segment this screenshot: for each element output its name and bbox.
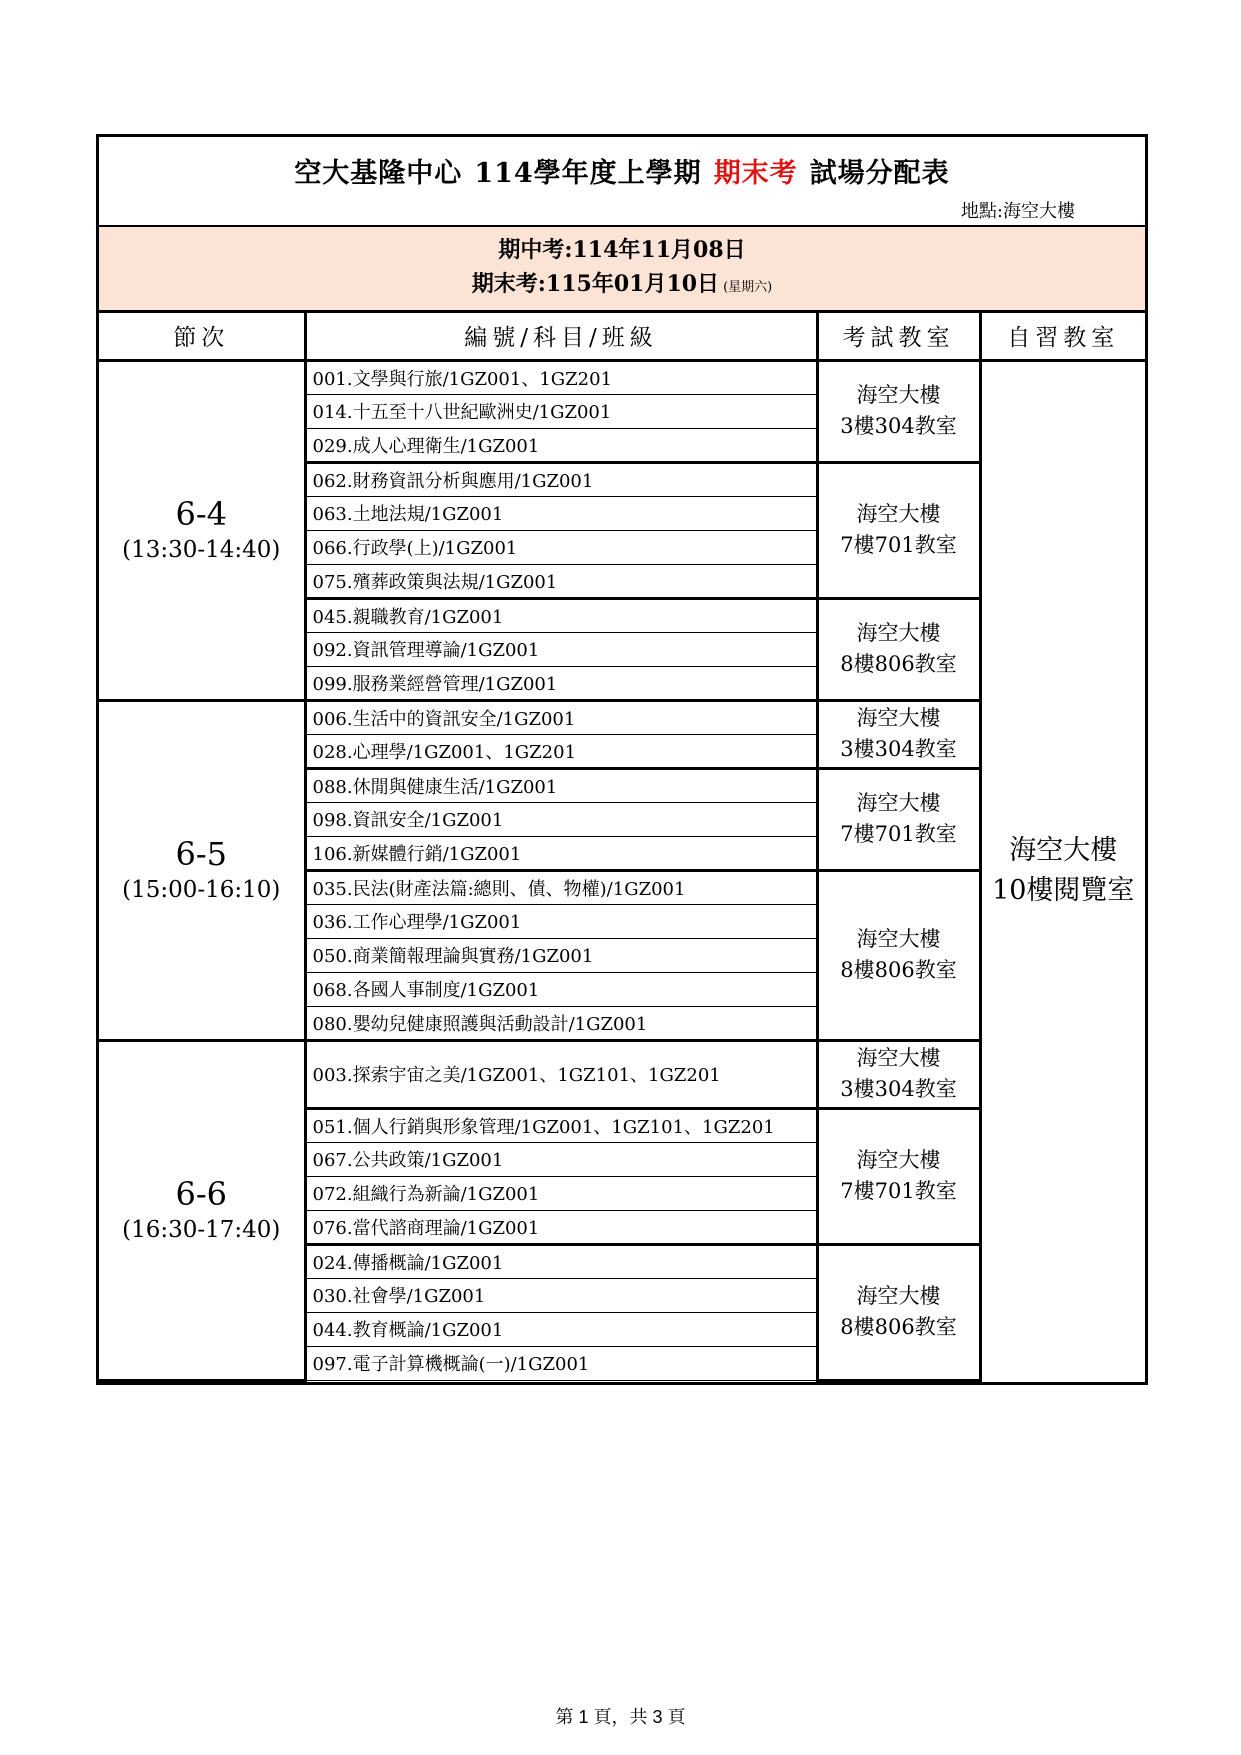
period-cell xyxy=(99,360,305,700)
exam-room-cell xyxy=(817,1040,980,1108)
course-cell: 067.公共政策/1GZ001 xyxy=(305,1142,817,1176)
course-cell: 014.十五至十八世紀歐洲史/1GZ001 xyxy=(305,394,817,428)
midterm-date: 期中考:114年11月08日 xyxy=(498,237,746,263)
course-cell: 030.社會學/1GZ001 xyxy=(305,1278,817,1312)
course-cell: 028.心理學/1GZ001、1GZ201 xyxy=(305,734,817,768)
course-cell: 035.民法(財產法篇:總則、債、物權)/1GZ001 xyxy=(305,870,817,904)
exam-location: 地點:海空大樓 xyxy=(960,201,1075,222)
exam-room-cell xyxy=(817,700,980,768)
course-cell: 063.土地法規/1GZ001 xyxy=(305,496,817,530)
course-cell: 088.休閒與健康生活/1GZ001 xyxy=(305,768,817,802)
exam-room-cell xyxy=(817,598,980,700)
exam-room-building: 海空大樓 xyxy=(856,621,941,645)
table-header-row xyxy=(99,313,1145,360)
final-date: 期末考:115年01月10日 xyxy=(471,271,720,297)
course-cell: 097.電子計算機概論(一)/1GZ001 xyxy=(305,1346,817,1380)
exam-room-building: 海空大樓 xyxy=(856,927,941,951)
page-footer: 第 1 頁，共 3 頁 xyxy=(555,1707,686,1727)
course-cell: 029.成人心理衛生/1GZ001 xyxy=(305,428,817,462)
exam-room-number: 7樓701教室 xyxy=(840,1179,957,1203)
exam-room-building: 海空大樓 xyxy=(856,383,941,407)
course-cell: 062.財務資訊分析與應用/1GZ001 xyxy=(305,462,817,496)
exam-room-building: 海空大樓 xyxy=(856,706,941,730)
period-code: 6-4 xyxy=(175,495,228,533)
column-header-period: 節次 xyxy=(99,313,305,360)
course-cell: 051.個人行銷與形象管理/1GZ001、1GZ101、1GZ201 xyxy=(305,1108,817,1142)
exam-room-building: 海空大樓 xyxy=(856,1284,941,1308)
document-title xyxy=(99,151,1145,190)
course-cell: 066.行政學(上)/1GZ001 xyxy=(305,530,817,564)
exam-room-number: 8樓806教室 xyxy=(840,1315,957,1339)
period-time: (15:00-16:10) xyxy=(122,877,281,903)
course-cell: 045.親職教育/1GZ001 xyxy=(305,598,817,632)
course-cell: 036.工作心理學/1GZ001 xyxy=(305,904,817,938)
study-room-cell xyxy=(980,360,1145,1380)
exam-room-number: 8樓806教室 xyxy=(840,652,957,676)
exam-room-cell xyxy=(817,1108,980,1244)
exam-room-building: 海空大樓 xyxy=(856,502,941,526)
table-row xyxy=(99,360,1145,394)
exam-room-number: 7樓701教室 xyxy=(840,533,957,557)
course-cell: 092.資訊管理導論/1GZ001 xyxy=(305,632,817,666)
title-suffix: 試場分配表 xyxy=(809,158,950,189)
column-header-study-room: 自習教室 xyxy=(980,313,1145,360)
exam-room-number: 7樓701教室 xyxy=(840,822,957,846)
exam-room-building: 海空大樓 xyxy=(856,791,941,815)
course-cell: 006.生活中的資訊安全/1GZ001 xyxy=(305,700,817,734)
period-time: (13:30-14:40) xyxy=(122,537,281,563)
course-cell: 080.嬰幼兒健康照護與活動設計/1GZ001 xyxy=(305,1006,817,1040)
exam-room-number: 3樓304教室 xyxy=(840,414,957,438)
course-cell: 076.當代諮商理論/1GZ001 xyxy=(305,1210,817,1244)
title-exam-type: 期末考 xyxy=(713,158,798,189)
course-cell: 099.服務業經營管理/1GZ001 xyxy=(305,666,817,700)
study-room-building: 海空大樓 xyxy=(1009,834,1118,866)
course-cell: 024.傳播概論/1GZ001 xyxy=(305,1244,817,1278)
final-weekday: (星期六) xyxy=(723,280,773,295)
exam-room-cell xyxy=(817,870,980,1040)
exam-room-number: 8樓806教室 xyxy=(840,958,957,982)
exam-room-cell xyxy=(817,768,980,870)
course-cell: 072.組織行為新論/1GZ001 xyxy=(305,1176,817,1210)
title-term: 114學年度上學期 xyxy=(474,158,702,189)
exam-dates xyxy=(99,227,1145,313)
period-cell xyxy=(99,1040,305,1380)
column-header-exam-room: 考試教室 xyxy=(817,313,980,360)
exam-room-cell xyxy=(817,360,980,462)
schedule-body xyxy=(99,360,1145,1380)
course-cell: 098.資訊安全/1GZ001 xyxy=(305,802,817,836)
period-cell xyxy=(99,700,305,1040)
title-center: 空大基隆中心 xyxy=(294,158,463,189)
period-code: 6-5 xyxy=(175,835,228,873)
exam-room-cell xyxy=(817,462,980,598)
course-cell: 001.文學與行旅/1GZ001、1GZ201 xyxy=(305,360,817,394)
study-room-name: 10樓閱覽室 xyxy=(992,874,1135,906)
course-cell: 106.新媒體行銷/1GZ001 xyxy=(305,836,817,870)
period-code: 6-6 xyxy=(175,1175,228,1213)
final-date-line xyxy=(99,267,1145,305)
exam-room-building: 海空大樓 xyxy=(856,1148,941,1172)
course-cell: 050.商業簡報理論與實務/1GZ001 xyxy=(305,938,817,972)
course-cell: 003.探索宇宙之美/1GZ001、1GZ101、1GZ201 xyxy=(305,1040,817,1108)
exam-room-number: 3樓304教室 xyxy=(840,1077,957,1101)
course-cell: 044.教育概論/1GZ001 xyxy=(305,1312,817,1346)
exam-room-cell xyxy=(817,1244,980,1380)
period-time: (16:30-17:40) xyxy=(122,1217,281,1243)
exam-room-building: 海空大樓 xyxy=(856,1046,941,1070)
exam-room-number: 3樓304教室 xyxy=(840,737,957,761)
title-block xyxy=(99,137,1145,227)
schedule-table xyxy=(99,313,1145,1382)
course-cell: 075.殯葬政策與法規/1GZ001 xyxy=(305,564,817,598)
exam-room-schedule xyxy=(96,134,1148,1385)
column-header-course: 編號/科目/班級 xyxy=(305,313,817,360)
course-cell: 068.各國人事制度/1GZ001 xyxy=(305,972,817,1006)
